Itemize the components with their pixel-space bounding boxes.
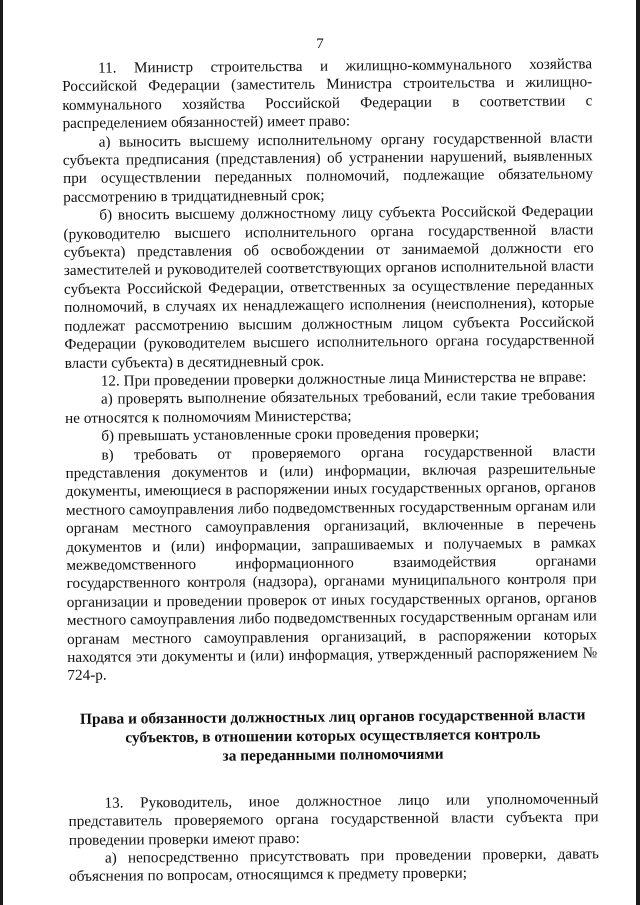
document-body — [62, 55, 599, 886]
paragraph-12-a: а) проверять выполнение обязательных требований, если такие требования не относятся к полномочиям Министерства; — [65, 386, 596, 427]
paragraph-12-b: б) превышать установленные сроки проведения проверки; — [101, 424, 480, 445]
paragraph-11-a: а) выносить высшему исполнительному органу государственной власти субъекта предписания (представления) об устранении нарушений, выявленных при осуществлении переданных полномочий, подлежащие обязательному рассмотрению в тридцатидневный срок; — [62, 128, 594, 206]
scan-left-edge — [0, 0, 3, 905]
section-heading-line-2: субъектов, в отношении которых осуществляется контроль — [125, 725, 541, 747]
section-heading — [68, 705, 598, 767]
paragraph-12-v: в) требовать от проверяемого органа государственной власти представления документов и (или) информации, включая разрешительные документы, имеющиеся в распоряжении иных государственных органов, органов местного самоуправления либо подведомственных государственным органам или органам местного самоуправления организаций, включенные в перечень документов и (или) информации, запрашиваемых и получаемых в рамках межведомственного информационного взаимодействия органами государственного контроля (надзора), органами муниципального контроля при организации и проведении проверок от иных государственных органов, органов местного самоуправления либо подведомственных государственным органам или органам местного самоуправления организаций, в распоряжении которых находятся эти документы и (или) информация, утвержденный распоряжением № 724-р. — [65, 441, 598, 685]
scan-right-edge — [636, 0, 640, 905]
paragraph-13: 13. Руководитель, иное должностное лицо или уполномоченный представитель проверяемого органа государственной власти субъекта при проведении проверки имеют право: — [68, 790, 599, 849]
section-heading-line-3: за переданными полномочиями — [222, 745, 444, 765]
section-heading-line-1: Права и обязанности должностных лиц органов государственной власти — [79, 706, 586, 728]
paragraph-11: 11. Министр строительства и жилищно-коммунального хозяйства Российской Федерации (заместитель Министра строительства и жилищно-коммунального хозяйства Российской Федерации в соответствии с распределением обязанностей) имеет право: — [62, 55, 593, 133]
page-number: 7 — [316, 36, 324, 52]
paragraph-11-b: б) вносить высшему должностному лицу субъекта Российской Федерации (руководителю высшего исполнительного органа государственной власти субъекта) представления об освобождении от занимаемой должности его заместителей и руководителей соответствующих органов исполнительной власти субъекта Российской Федерации, ответственных за осуществление переданных полномочий, в случаях их ненадлежащего исполнения (неисполнения), которые подлежат рассмотрению высшим должностным лицом субъекта Российской Федерации (руководителем высшего исполнительного органа государственной власти субъекта) в десятидневный срок. — [63, 202, 595, 372]
paragraph-13-a: а) непосредственно присутствовать при проведении проверки, давать объяснения по вопросам, относящимся к предмету проверки; — [69, 845, 600, 886]
paragraph-12: 12. При проведении проверки должностные лица Министерства не вправе: — [100, 368, 587, 390]
